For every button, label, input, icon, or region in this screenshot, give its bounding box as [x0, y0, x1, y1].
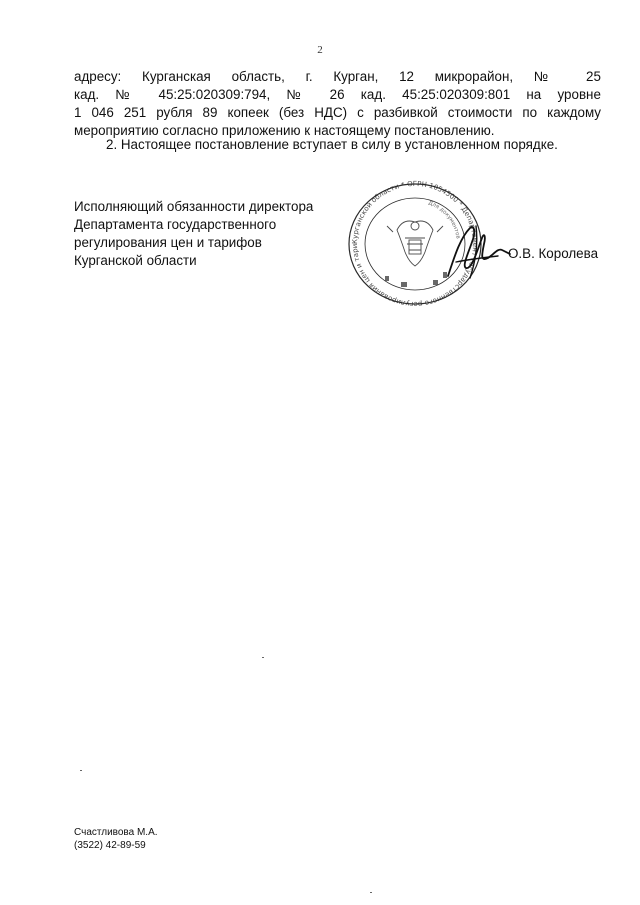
- scan-artifact: [262, 657, 264, 658]
- paragraph-1-line-1: адресу: Курганская область, г. Курган, 12 микрорайон, № 25: [74, 69, 601, 84]
- signatory-title-line-3: регулирования цен и тарифов: [74, 235, 262, 250]
- scan-artifact: [370, 892, 372, 893]
- signatory-title-line-2: Департамента государственного: [74, 217, 277, 232]
- seal-outer-text: Курганской области * ОГРН 1054500 * Департамент государственного регулирования цен и тари: [350, 180, 480, 308]
- footer-author: Счастливова М.А.: [74, 827, 158, 838]
- signer-name: О.В. Королева: [508, 246, 599, 261]
- footer-contact: [74, 826, 158, 852]
- page-number: 2: [317, 44, 323, 56]
- paragraph-2-text: 2. Настоящее постановление вступает в силу в установленном порядке.: [106, 137, 558, 152]
- paragraph-1-line-2: кад. № 45:25:020309:794, № 26 кад. 45:25:020309:801 на уровне: [74, 87, 601, 102]
- paragraph-1: [74, 68, 601, 140]
- paragraph-2: [74, 136, 601, 154]
- coat-of-arms-icon: [387, 221, 443, 266]
- scan-artifact: [80, 770, 82, 771]
- seal-inner-text: Для документов: [427, 200, 461, 240]
- paragraph-1-line-4: мероприятию согласно приложению к настоящему постановлению.: [74, 123, 495, 138]
- paragraph-1-line-3: 1 046 251 рубля 89 копеек (без НДС) с разбивкой стоимости по каждому: [74, 105, 601, 120]
- signatory-block: [74, 198, 313, 270]
- signatory-title-line-1: Исполняющий обязанности директора: [74, 199, 314, 214]
- footer-phone: (3522) 42-89-59: [74, 840, 146, 851]
- signatory-title-line-4: Курганской области: [74, 253, 197, 268]
